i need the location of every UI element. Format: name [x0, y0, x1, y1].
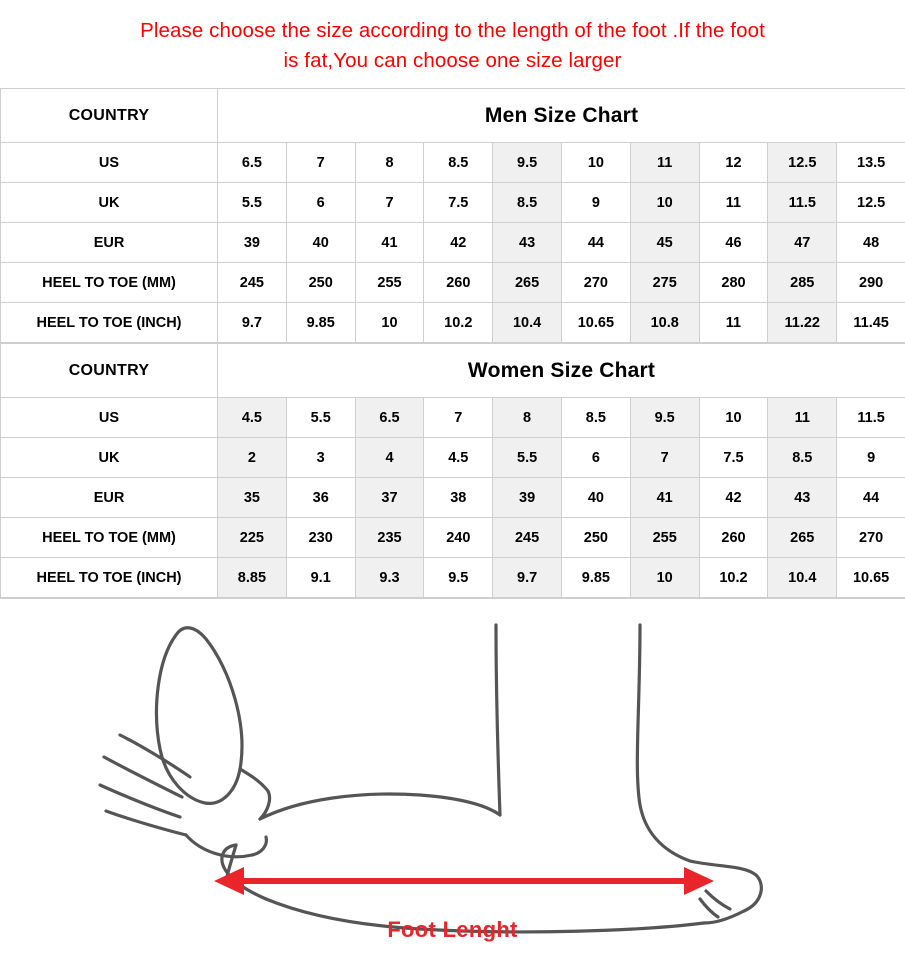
cell: 10.65	[561, 303, 630, 343]
cell: 6	[561, 438, 630, 478]
cell: 9.5	[424, 558, 493, 598]
women-chart-title: Women Size Chart	[218, 344, 905, 398]
cell: 2	[218, 438, 287, 478]
cell: 9.1	[286, 558, 355, 598]
cell: 280	[699, 263, 768, 303]
men-chart-title: Men Size Chart	[218, 89, 905, 143]
cell: 7	[424, 398, 493, 438]
cell: 8.5	[424, 143, 493, 183]
cell: 39	[218, 223, 287, 263]
cell: 5.5	[493, 438, 562, 478]
cell: 270	[561, 263, 630, 303]
cell: 11	[630, 143, 699, 183]
cell: 240	[424, 518, 493, 558]
cell: 47	[768, 223, 837, 263]
cell: 8	[493, 398, 562, 438]
cell: 38	[424, 478, 493, 518]
row-label: HEEL TO TOE (MM)	[1, 518, 218, 558]
table-row	[1, 303, 905, 343]
cell: 285	[768, 263, 837, 303]
row-label: EUR	[1, 223, 218, 263]
cell: 9.85	[561, 558, 630, 598]
cell: 6.5	[355, 398, 424, 438]
cell: 235	[355, 518, 424, 558]
cell: 10	[699, 398, 768, 438]
notice-line-1: Please choose the size according to the length of the foot .If the foot	[140, 19, 765, 42]
cell: 35	[218, 478, 287, 518]
cell: 8.5	[561, 398, 630, 438]
cell: 40	[286, 223, 355, 263]
cell: 10	[561, 143, 630, 183]
cell: 41	[630, 478, 699, 518]
cell: 260	[699, 518, 768, 558]
cell: 43	[768, 478, 837, 518]
cell: 41	[355, 223, 424, 263]
cell: 7.5	[424, 183, 493, 223]
table-row	[1, 478, 905, 518]
cell: 44	[837, 478, 905, 518]
row-label: UK	[1, 183, 218, 223]
cell: 11	[699, 303, 768, 343]
cell: 7.5	[699, 438, 768, 478]
cell: 250	[561, 518, 630, 558]
cell: 7	[355, 183, 424, 223]
cell: 11	[699, 183, 768, 223]
cell: 255	[630, 518, 699, 558]
table-row	[1, 263, 905, 303]
cell: 44	[561, 223, 630, 263]
cell: 255	[355, 263, 424, 303]
foot-length-arrow	[214, 867, 714, 895]
cell: 245	[493, 518, 562, 558]
cell: 4.5	[424, 438, 493, 478]
cell: 48	[837, 223, 905, 263]
cell: 11.45	[837, 303, 905, 343]
cell: 11.22	[768, 303, 837, 343]
table-row	[1, 223, 905, 263]
foot-outline-paths	[100, 625, 761, 932]
cell: 8	[355, 143, 424, 183]
cell: 290	[837, 263, 905, 303]
cell: 37	[355, 478, 424, 518]
cell: 9.85	[286, 303, 355, 343]
cell: 43	[493, 223, 562, 263]
table-row	[1, 143, 905, 183]
row-label: EUR	[1, 478, 218, 518]
cell: 11.5	[837, 398, 905, 438]
cell: 42	[424, 223, 493, 263]
cell: 9	[561, 183, 630, 223]
row-label: US	[1, 143, 218, 183]
cell: 9.7	[218, 303, 287, 343]
cell: 3	[286, 438, 355, 478]
cell: 13.5	[837, 143, 905, 183]
cell: 230	[286, 518, 355, 558]
cell: 10.2	[424, 303, 493, 343]
cell: 5.5	[286, 398, 355, 438]
table-row	[1, 438, 905, 478]
row-label: HEEL TO TOE (MM)	[1, 263, 218, 303]
cell: 5.5	[218, 183, 287, 223]
cell: 10	[630, 558, 699, 598]
cell: 225	[218, 518, 287, 558]
cell: 11	[768, 398, 837, 438]
cell: 12.5	[768, 143, 837, 183]
row-label: UK	[1, 438, 218, 478]
cell: 9.5	[630, 398, 699, 438]
cell: 10.8	[630, 303, 699, 343]
cell: 36	[286, 478, 355, 518]
cell: 9.7	[493, 558, 562, 598]
women-country-header: COUNTRY	[1, 344, 218, 398]
cell: 9.3	[355, 558, 424, 598]
cell: 6.5	[218, 143, 287, 183]
cell: 265	[768, 518, 837, 558]
cell: 12.5	[837, 183, 905, 223]
cell: 4.5	[218, 398, 287, 438]
cell: 39	[493, 478, 562, 518]
cell: 275	[630, 263, 699, 303]
cell: 10.4	[768, 558, 837, 598]
cell: 260	[424, 263, 493, 303]
cell: 8.85	[218, 558, 287, 598]
row-label: HEEL TO TOE (INCH)	[1, 303, 218, 343]
men-size-table	[0, 88, 905, 343]
cell: 7	[630, 438, 699, 478]
cell: 250	[286, 263, 355, 303]
cell: 7	[286, 143, 355, 183]
women-size-table	[0, 343, 905, 598]
foot-measurement-diagram	[0, 598, 905, 953]
row-label: HEEL TO TOE (INCH)	[1, 558, 218, 598]
cell: 11.5	[768, 183, 837, 223]
cell: 42	[699, 478, 768, 518]
cell: 40	[561, 478, 630, 518]
cell: 8.5	[493, 183, 562, 223]
table-row	[1, 518, 905, 558]
men-country-header: COUNTRY	[1, 89, 218, 143]
cell: 12	[699, 143, 768, 183]
cell: 4	[355, 438, 424, 478]
table-row	[1, 558, 905, 598]
notice-line-2: is fat,You can choose one size larger	[283, 49, 622, 72]
cell: 10	[355, 303, 424, 343]
notice-text	[0, 0, 905, 88]
cell: 10.4	[493, 303, 562, 343]
cell: 8.5	[768, 438, 837, 478]
cell: 46	[699, 223, 768, 263]
cell: 265	[493, 263, 562, 303]
cell: 9	[837, 438, 905, 478]
cell: 10	[630, 183, 699, 223]
row-label: US	[1, 398, 218, 438]
table-row	[1, 183, 905, 223]
women-table-header-row	[1, 344, 905, 398]
cell: 10.65	[837, 558, 905, 598]
table-row	[1, 398, 905, 438]
men-table-header-row	[1, 89, 905, 143]
cell: 45	[630, 223, 699, 263]
foot-outline-svg	[0, 599, 905, 954]
cell: 10.2	[699, 558, 768, 598]
cell: 270	[837, 518, 905, 558]
cell: 9.5	[493, 143, 562, 183]
cell: 245	[218, 263, 287, 303]
foot-length-label: Foot Lenght	[387, 917, 518, 942]
cell: 6	[286, 183, 355, 223]
